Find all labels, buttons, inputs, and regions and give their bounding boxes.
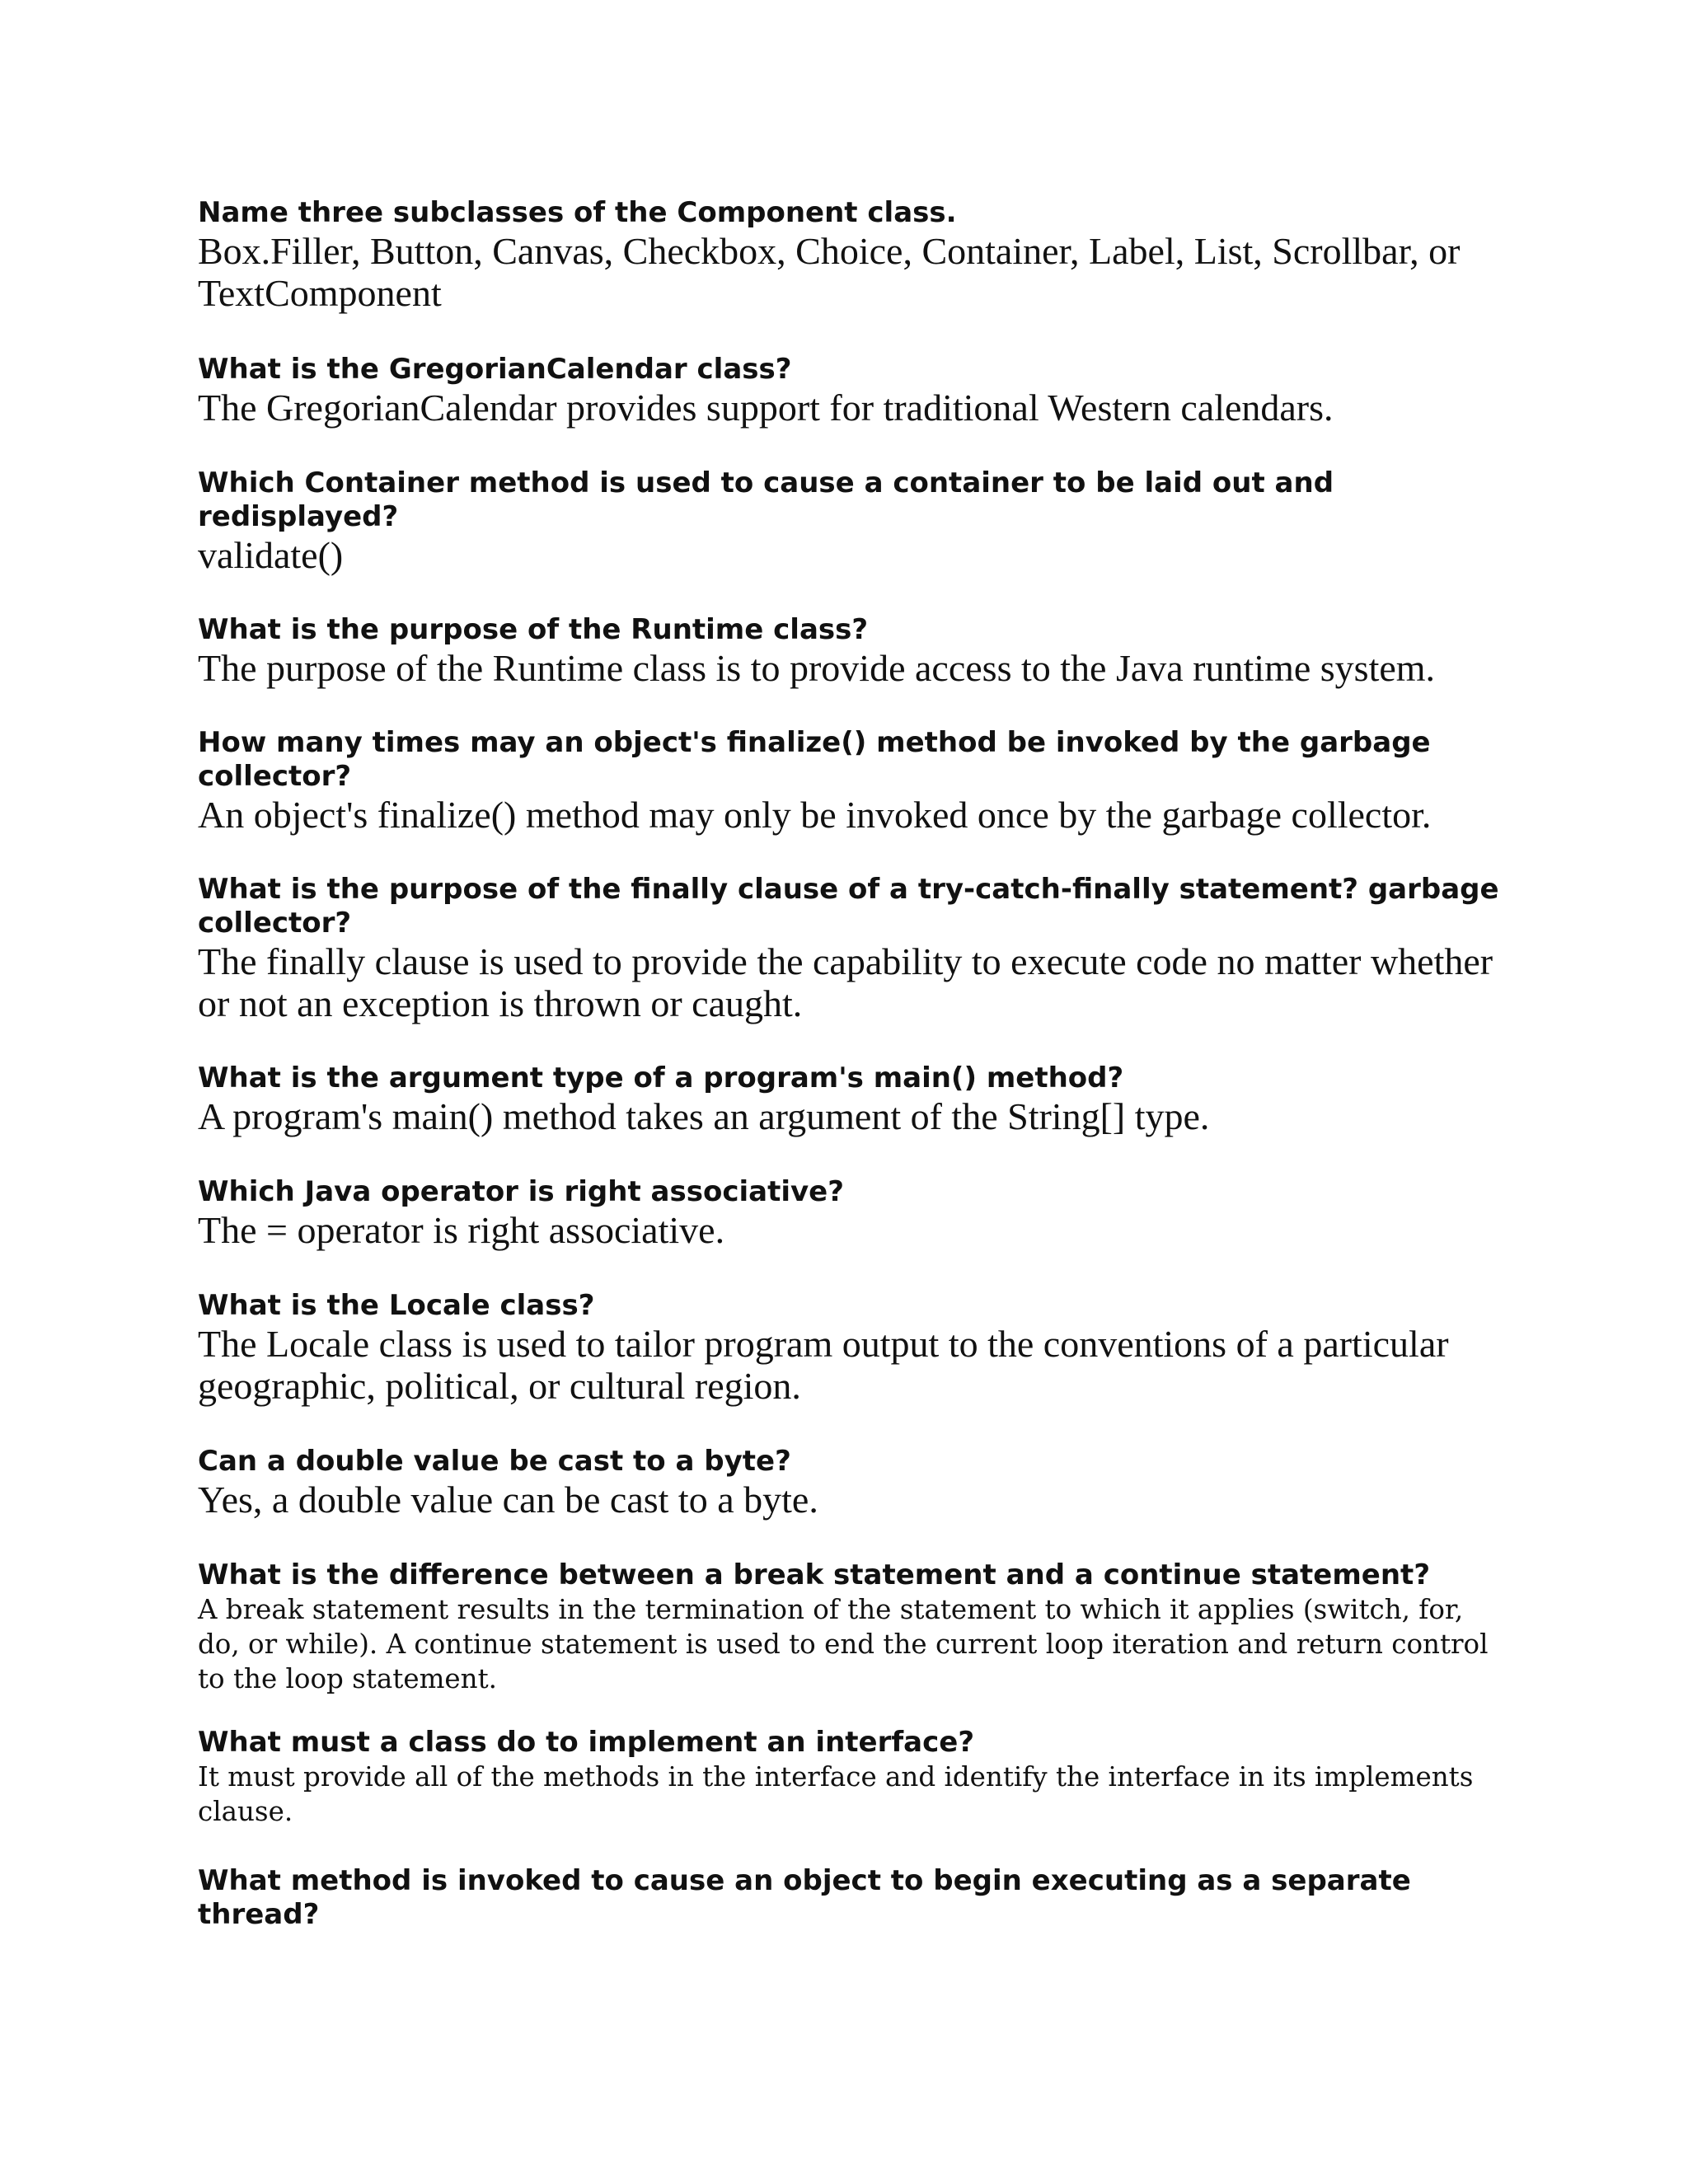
answer-text: The GregorianCalendar provides support for traditional Western calendars.	[198, 387, 1334, 429]
answer-text: validate()	[198, 534, 344, 576]
qa-item-8	[198, 1175, 1500, 1251]
qa-item-11	[198, 1558, 1500, 1696]
question-text: What is the GregorianCalendar class?	[198, 353, 792, 386]
answer-text: A program's main() method takes an argument of the String[] type.	[198, 1095, 1210, 1137]
question-text: Which Java operator is right associative?	[198, 1175, 844, 1208]
answer-text: Yes, a double value can be cast to a byte.	[198, 1479, 818, 1521]
question-text: What is the Locale class?	[198, 1289, 595, 1322]
answer-text: An object's finalize() method may only be invoked once by the garbage collector.	[198, 794, 1432, 836]
answer-text: Box.Filler, Button, Canvas, Checkbox, Choice, Container, Label, List, Scrollbar, or TextComponent	[198, 230, 1461, 314]
question-text: Name three subclasses of the Component class.	[198, 196, 957, 229]
question-text: How many times may an object's finalize() method be invoked by the garbage collector?	[198, 726, 1431, 793]
qa-item-9	[198, 1289, 1500, 1407]
answer-text: A break statement results in the termination of the statement to which it applies (switch, for, do, or while). A continue statement is used to end the current loop iteration and return control to the loop statement.	[198, 1594, 1489, 1694]
qa-item-3	[198, 466, 1500, 576]
answer-text: It must provide all of the methods in the interface and identify the interface in its implements clause.	[198, 1761, 1474, 1827]
answer-text: The finally clause is used to provide the capability to execute code no matter whether or not an exception is thrown or caught.	[198, 940, 1493, 1024]
question-text: What is the difference between a break statement and a continue statement?	[198, 1558, 1431, 1591]
answer-text: The = operator is right associative.	[198, 1209, 725, 1251]
question-text: Can a double value be cast to a byte?	[198, 1445, 791, 1478]
qa-item-10	[198, 1445, 1500, 1521]
qa-item-13	[198, 1864, 1500, 1932]
qa-item-5	[198, 726, 1500, 836]
qa-item-2	[198, 353, 1500, 429]
qa-item-12	[198, 1726, 1500, 1829]
qa-item-1	[198, 196, 1500, 314]
answer-text: The purpose of the Runtime class is to provide access to the Java runtime system.	[198, 647, 1436, 689]
question-text: What is the purpose of the finally clause of a try-catch-finally statement? garbage collector?	[198, 873, 1499, 940]
qa-item-6	[198, 873, 1500, 1024]
qa-item-4	[198, 613, 1500, 689]
question-text: What must a class do to implement an interface?	[198, 1726, 975, 1759]
question-text: What is the purpose of the Runtime class?	[198, 613, 869, 646]
answer-text: The Locale class is used to tailor program output to the conventions of a particular geographic, political, or cultural region.	[198, 1323, 1449, 1407]
question-text: Which Container method is used to cause a container to be laid out and redisplayed?	[198, 466, 1334, 533]
question-text: What is the argument type of a program's main() method?	[198, 1062, 1124, 1094]
qa-item-7	[198, 1062, 1500, 1137]
question-text: What method is invoked to cause an object to begin executing as a separate thread?	[198, 1864, 1411, 1931]
